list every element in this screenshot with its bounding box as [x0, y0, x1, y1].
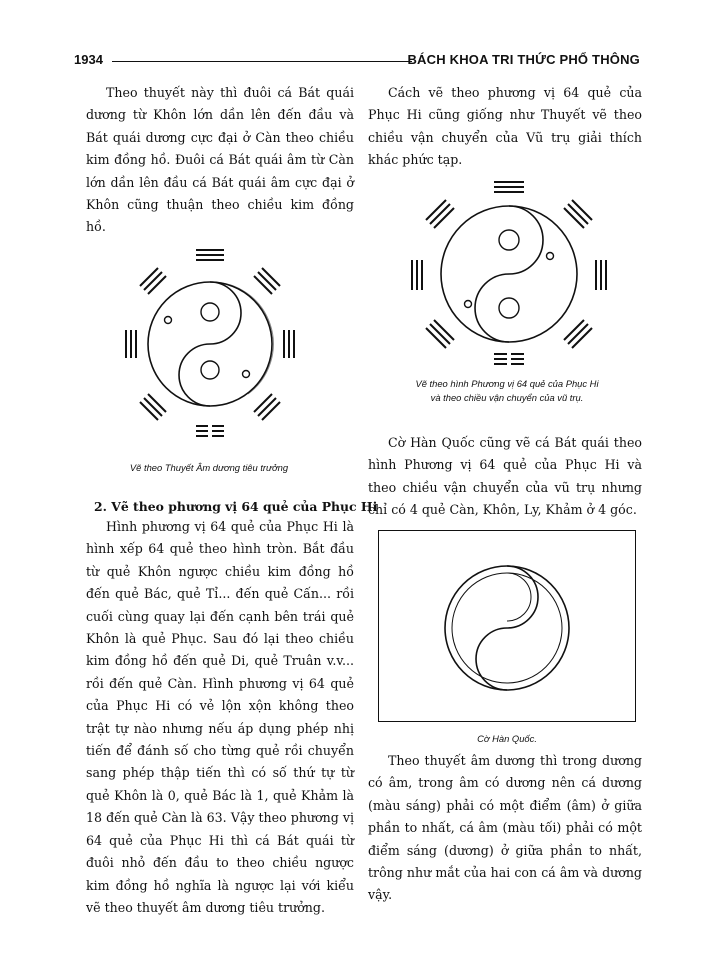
running-title: BÁCH KHOA TRI THỨC PHỔ THÔNG	[407, 52, 640, 67]
right-paragraph-1: Cách vẽ theo phương vị 64 quẻ của Phục Hi cũng giống như Thuyết vẽ theo chiều vận chuyển của Vũ trụ giải thích khác phức tạp.	[368, 85, 642, 168]
left-paragraph-1: Theo thuyết này thì đuôi cá Bát quái dương từ Khôn lớn dần lên đến đầu và Bát quái dương cực đại ở Càn theo chiều kim đồng hồ. Đuôi cá Bát quái âm từ Càn lớn dần lên đầu cá Bát quái âm cực đại ở Khôn cũng thuận theo chiều kim đồng hồ.	[86, 85, 354, 235]
diagram-yin-yang-left	[120, 242, 300, 442]
section-heading: 2. Vẽ theo phương vị 64 quẻ của Phục Hi	[94, 499, 378, 514]
header-rule	[112, 61, 412, 62]
left-paragraph-2: Hình phương vị 64 quẻ của Phục Hi là hình xếp 64 quẻ theo hình tròn. Bắt đầu từ quẻ Khôn ngược chiều kim đồng hồ đến quẻ Bác, quẻ Tỉ... đến quẻ Cấn... rồi cuối cùng quay lại đến cạnh bên trái quẻ Khôn là quẻ Phục. Sau đó lại theo chiều kim đồng hồ đến quẻ Di, quẻ Truân v.v... rồi đến quẻ Càn. Hình phương vị 64 quẻ của Phục Hi có vẻ lộn xộn không theo trật tự nào nhưng nếu áp dụng phép nhị tiến để đánh số cho từng quẻ rồi chuyển sang phép thập tiến thì có số thứ tự từ quẻ Khôn là 0, quẻ Bác là 1, quẻ Khảm là 18 đến quẻ Càn là 63. Vậy theo phương vị 64 quẻ của Phục Hi thì cá Bát quái từ đuôi nhỏ đến đầu to theo chiều ngược kim đồng hồ nghĩa là ngược lại với kiểu vẽ theo thuyết âm dương tiêu trưởng.	[86, 519, 354, 915]
caption-1: Vẽ theo Thuyết Âm dương tiêu trưởng	[129, 462, 289, 473]
page-header	[74, 48, 640, 68]
korean-flag-yin-yang	[437, 558, 577, 698]
caption-2	[378, 377, 636, 405]
right-paragraph-3: Theo thuyết âm dương thì trong dương có âm, trong âm có dương nên cá dương (màu sáng) phải có một điểm (âm) ở giữa phần to nhất, cá âm (màu tối) phải có một điểm sáng (dương) ở giữa phần to nhất, trông như mắt của hai con cá âm và dương vậy.	[368, 753, 642, 903]
caption-2-line-2: và theo chiều vận chuyển của vũ trụ.	[430, 392, 584, 403]
right-paragraph-2: Cờ Hàn Quốc cũng vẽ cá Bát quái theo hình Phương vị 64 quẻ của Phục Hi và theo chiều vận chuyển của vũ trụ nhưng chỉ có 4 quẻ Càn, Khôn, Ly, Khảm ở 4 góc.	[368, 435, 642, 518]
diagram-yin-yang-right	[404, 178, 614, 368]
caption-3: Cờ Hàn Quốc.	[477, 733, 537, 744]
page-number: 1934	[74, 52, 103, 67]
caption-2-line-1: Vẽ theo hình Phương vị 64 quẻ của Phục Hi	[415, 378, 599, 389]
